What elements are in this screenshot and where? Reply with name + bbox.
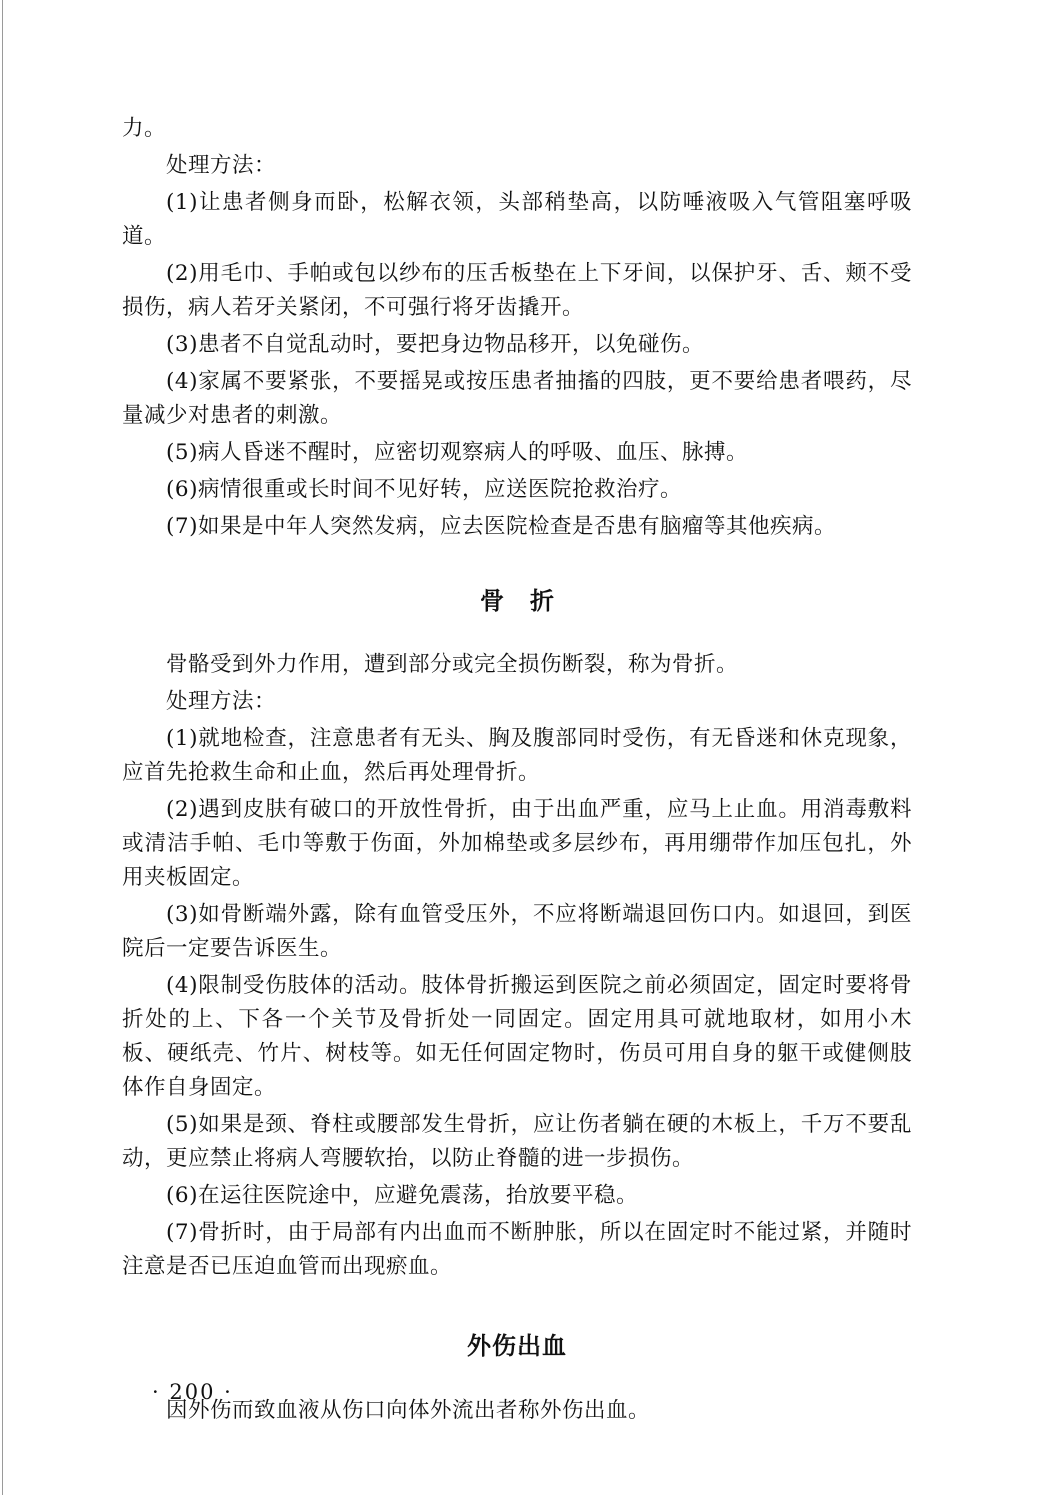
fracture-method-label: 处理方法： (166, 689, 277, 714)
bleeding-definition: 因外伤而致血液从伤口向体外流出者称外伤出血。 (166, 1398, 651, 1423)
epilepsy-step: (2)用毛巾、手帕或包以纱布的压舌板垫在上下牙间，以保护牙、舌、颊不受损伤，病人若牙关紧闭，不可强行将牙齿撬开。 (122, 261, 912, 320)
fracture-step: (2)遇到皮肤有破口的开放性骨折，由于出血严重，应马上止血。用消毒敷料或清洁手帕、毛巾等敷于伤面，外加棉垫或多层纱布，再用绷带作加压包扎，外用夹板固定。 (122, 797, 912, 890)
fracture-section-title: 骨折 (480, 587, 580, 615)
epilepsy-step: (1)让患者侧身而卧，松解衣领，头部稍垫高，以防唾液吸入气管阻塞呼吸道。 (122, 190, 912, 249)
fracture-step: (7)骨折时，由于局部有内出血而不断肿胀，所以在固定时不能过紧，并随时注意是否已压迫血管而出现瘀血。 (122, 1220, 912, 1279)
fracture-step: (4)限制受伤肢体的活动。肢体骨折搬运到医院之前必须固定，固定时要将骨折处的上、下各一个关节及骨折处一同固定。固定用具可就地取材，如用小木板、硬纸壳、竹片、树枝等。如无任何固定物时，伤员可用自身的躯干或健侧肢体作自身固定。 (122, 973, 912, 1100)
fracture-step: (5)如果是颈、脊柱或腰部发生骨折，应让伤者躺在硬的木板上，千万不要乱动，更应禁止将病人弯腰软抬，以防止脊髓的进一步损伤。 (122, 1112, 912, 1171)
epilepsy-step: (5)病人昏迷不醒时，应密切观察病人的呼吸、血压、脉搏。 (166, 440, 748, 465)
page-number: · 200 · (152, 1380, 233, 1404)
epilepsy-step: (3)患者不自觉乱动时，要把身边物品移开，以免碰伤。 (166, 332, 704, 357)
fracture-step: (3)如骨断端外露，除有血管受压外，不应将断端退回伤口内。如退回，到医院后一定要告诉医生。 (122, 902, 912, 961)
epilepsy-step: (7)如果是中年人突然发病，应去医院检查是否患有脑瘤等其他疾病。 (166, 514, 836, 539)
epilepsy-step: (6)病情很重或长时间不见好转，应送医院抢救治疗。 (166, 477, 682, 502)
fracture-definition: 骨骼受到外力作用，遭到部分或完全损伤断裂，称为骨折。 (166, 652, 739, 677)
fracture-step: (6)在运往医院途中，应避免震荡，抬放要平稳。 (166, 1183, 638, 1208)
page-edge-line (2, 0, 3, 1495)
intro-tail-paragraph: 力。 (122, 116, 167, 141)
page-body (122, 112, 912, 1431)
epilepsy-step: (4)家属不要紧张，不要摇晃或按压患者抽搐的四肢，更不要给患者喂药，尽量减少对患者的刺激。 (122, 369, 912, 428)
epilepsy-method-label: 处理方法： (166, 153, 277, 178)
bleeding-section-title: 外伤出血 (467, 1332, 567, 1360)
fracture-step: (1)就地检查，注意患者有无头、胸及腹部同时受伤，有无昏迷和休克现象，应首先抢救生命和止血，然后再处理骨折。 (122, 726, 912, 785)
